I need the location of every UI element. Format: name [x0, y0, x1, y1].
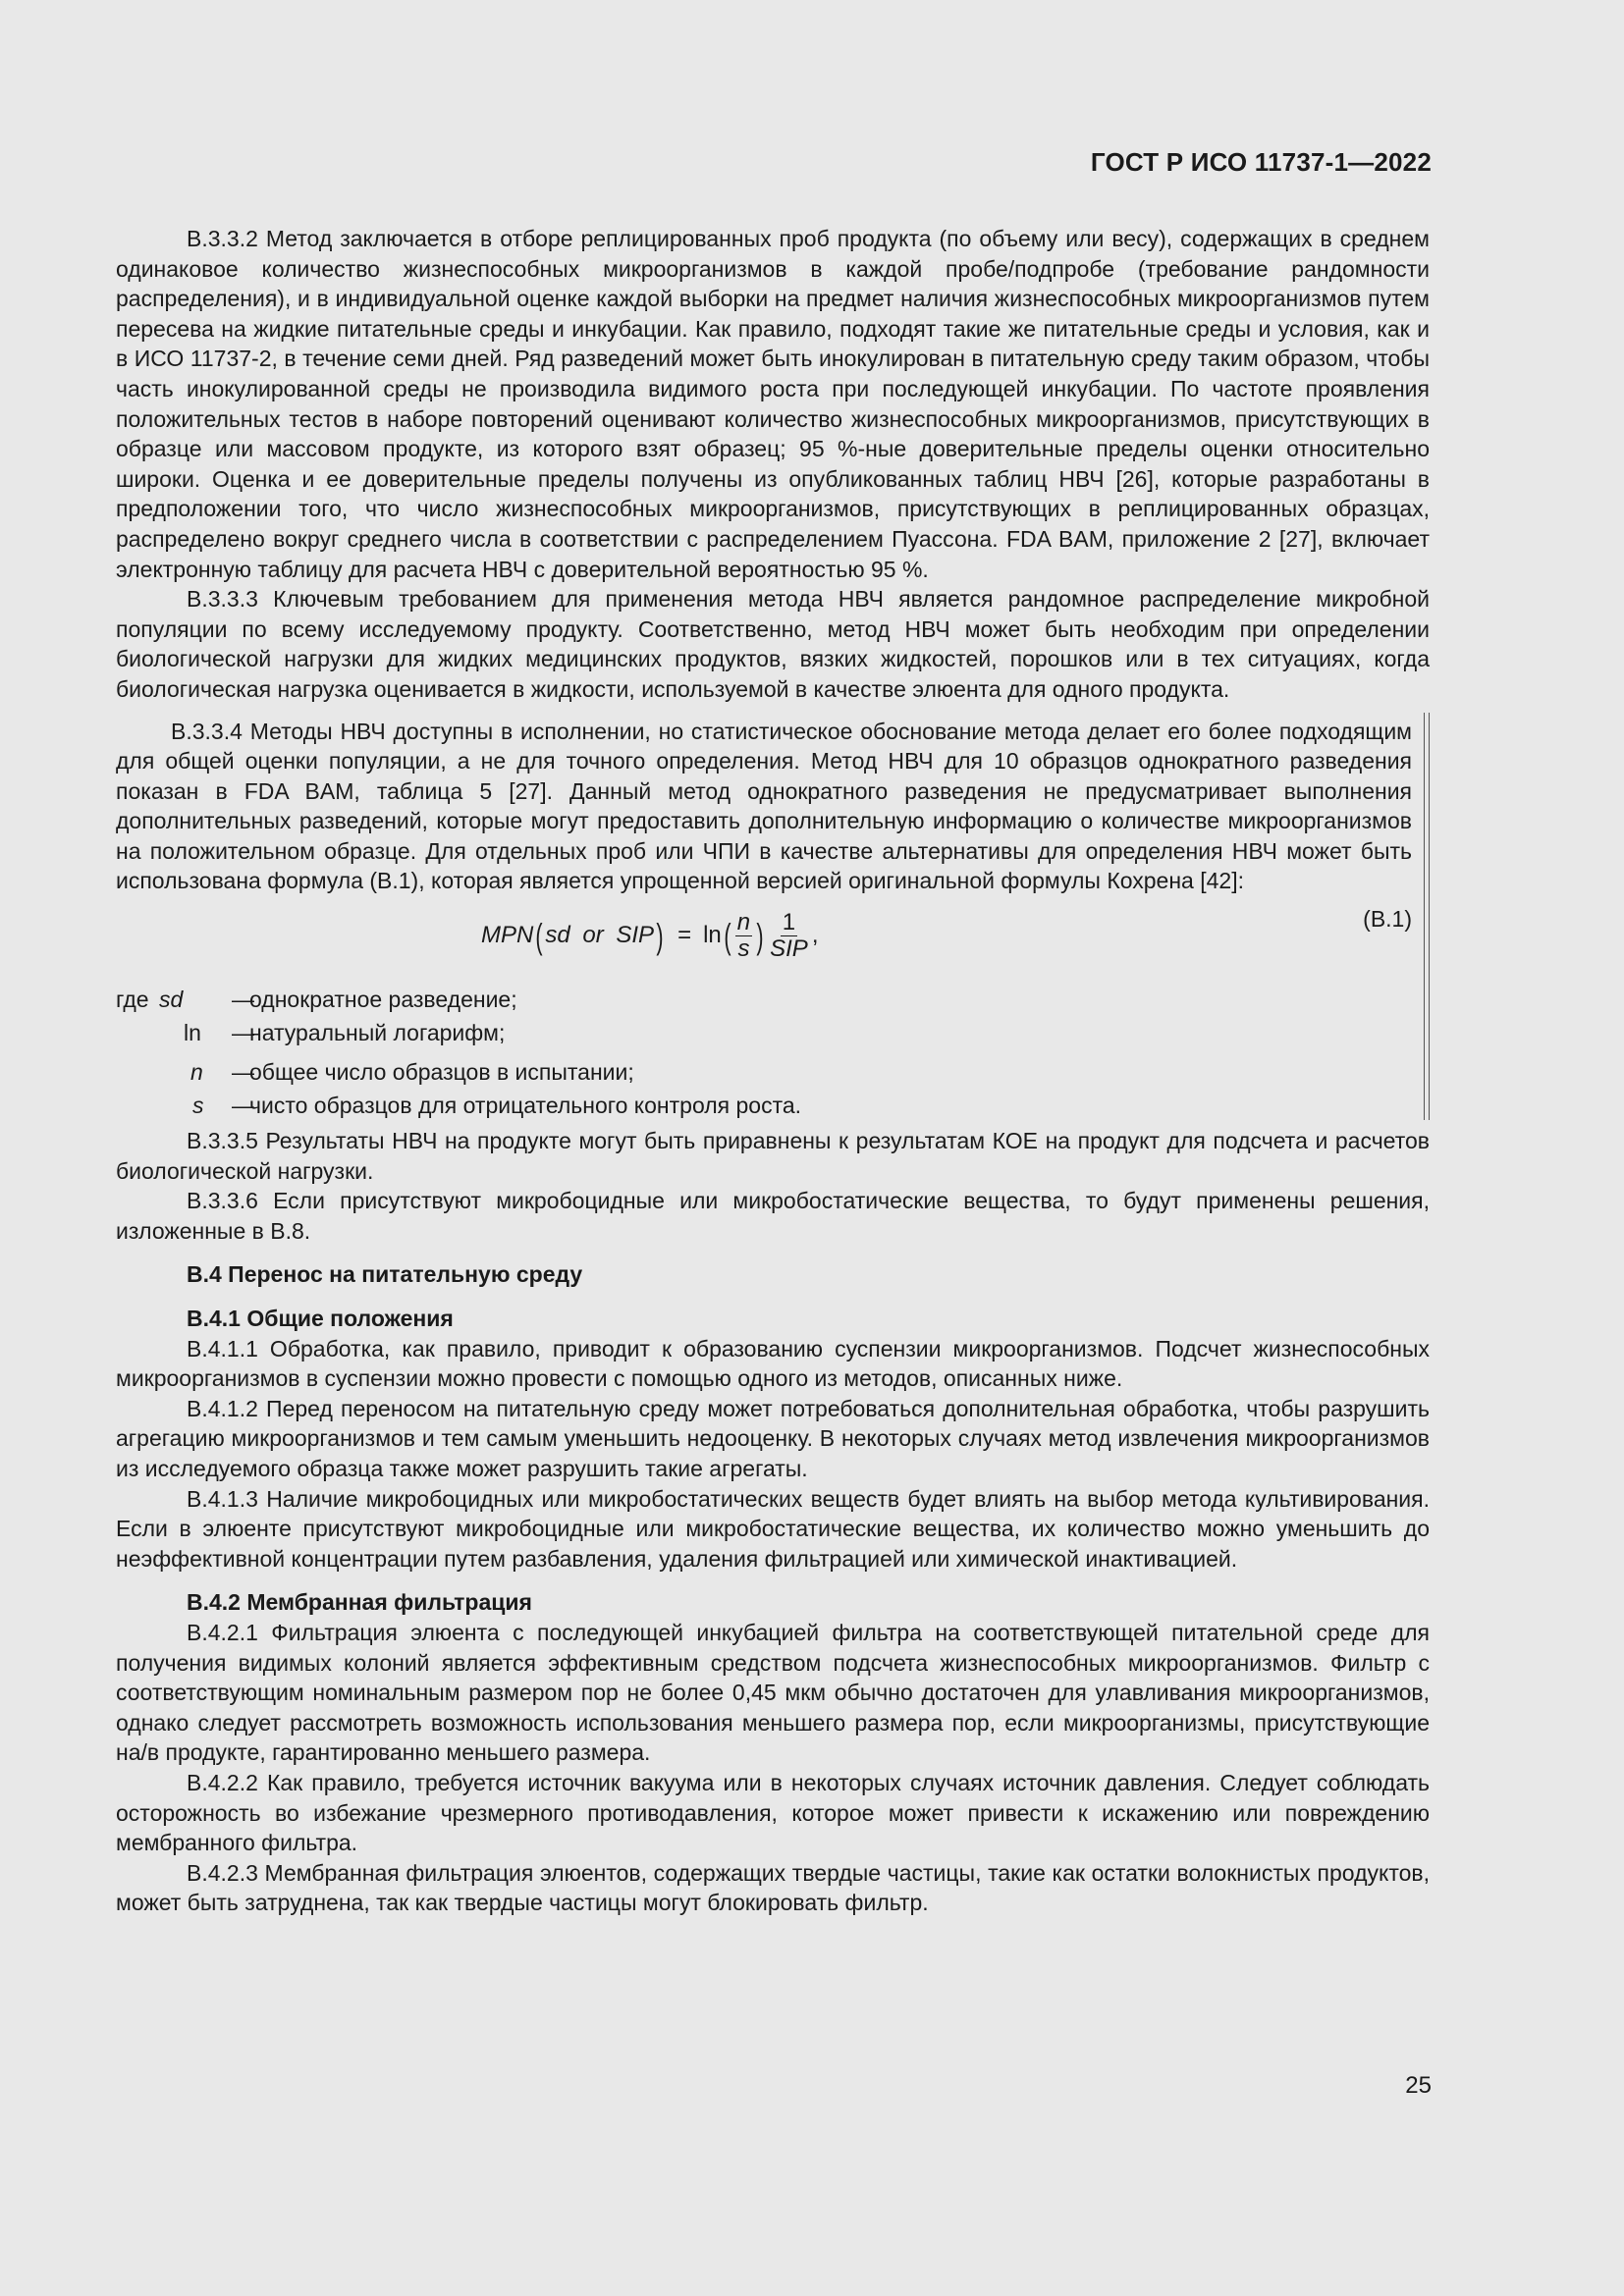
fraction-numerator: n: [736, 909, 751, 936]
definition-row: [116, 985, 1412, 1018]
definition-row: [116, 1018, 1412, 1057]
section-heading-b4: В.4 Перенос на питательную среду: [187, 1261, 583, 1288]
definition-dash: —: [232, 1093, 254, 1119]
definition-symbol: s: [192, 1093, 204, 1119]
definition-dash: —: [232, 1020, 254, 1046]
fraction-denominator: SIP: [770, 935, 808, 963]
formula-expression: [481, 910, 818, 962]
change-marker-bar: [1424, 713, 1430, 1121]
changed-section-b334: [116, 717, 1412, 1125]
definition-text: однократное разведение;: [249, 987, 517, 1013]
formula-equals: =: [677, 922, 692, 949]
paragraph-b422: В.4.2.2 Как правило, требуется источник вакуума или в некоторых случаях источник давления. Следует соблюдать осторожность во избежание чрезмерного противодавления, которое может привести к искажению или повреждению мембранного фильтра.: [116, 1769, 1430, 1856]
formula-definitions: [116, 985, 1412, 1124]
page-content: [116, 224, 1430, 1918]
subsection-heading-b41: В.4.1 Общие положения: [187, 1306, 454, 1332]
paragraph-b412: В.4.1.2 Перед переносом на питательную среду может потребоваться дополнительная обработка, чтобы разрушить агрегацию микроорганизмов и тем самым уменьшить недооценку. В некоторых случаях метод извлечения микроорганизмов из исследуемого образца также может разрушить такие агрегаты.: [116, 1395, 1430, 1481]
paragraph-b332: В.3.3.2 Метод заключается в отборе реплицированных проб продукта (по объему или весу), содержащих в среднем одинаковое количество жизнеспособных микроорганизмов в каждой пробе/подпробе (требование рандомности распределения), и в индивидуальной оценке каждой выборки на предмет наличия жизнеспособных микроорганизмов путем пересева на жидкие питательные среды и инкубации. Как правило, подходят такие же питательные среды и условия, как и в ИСО 11737-2, в течение семи дней. Ряд разведений может быть инокулирован в питательную среду таким образом, чтобы часть инокулированной среды не производила видимого роста при последующей инкубации. По частоте проявления положительных тестов в наборе повторений оценивают количество жизнеспособных микроорганизмов, присутствующих в образце или массовом продукте, из которого взят образец; 95 %-ные доверительные пределы оценки относительно широки. Оценка и ее доверительные пределы получены из опубликованных таблиц НВЧ [26], которые разработаны в предположении того, что число жизнеспособных микроорганизмов, присутствующих в реплицированных образцах, распределено вокруг среднего числа в соответствии с распределением Пуассона. FDA BAM, приложение 2 [27], включает электронную таблицу для расчета НВЧ с доверительной вероятностью 95 %.: [116, 226, 1430, 582]
formula-right-paren: ): [656, 915, 664, 956]
definition-symbol: ln: [184, 1020, 201, 1046]
definition-row: [116, 1091, 1412, 1124]
formula-ln: ln: [703, 922, 722, 949]
formula-trailing-comma: ,: [811, 922, 819, 949]
definition-dash: —: [232, 1059, 254, 1086]
fraction-numerator: 1: [782, 909, 796, 936]
formula-ln-right-paren: ): [756, 915, 764, 956]
subsection-heading-b42: В.4.2 Мембранная фильтрация: [187, 1589, 532, 1616]
definition-where: где: [116, 987, 149, 1013]
document-code-header: ГОСТ Р ИСО 11737-1—2022: [1090, 147, 1432, 177]
definition-symbol: n: [190, 1059, 203, 1086]
definition-text: натуральный логарифм;: [249, 1020, 506, 1046]
formula-lhs-function: MPN: [481, 922, 534, 949]
formula-lhs-argument: sd or SIP: [545, 922, 655, 949]
formula-left-paren: (: [535, 915, 543, 956]
formula-number: (В.1): [1363, 906, 1412, 933]
paragraph-b423: В.4.2.3 Мембранная фильтрация элюентов, содержащих твердые частицы, такие как остатки волокнистых продуктов, может быть затруднена, так как твердые частицы могут блокировать фильтр.: [116, 1859, 1430, 1916]
fraction-denominator: s: [737, 935, 750, 963]
paragraph-b335: В.3.3.5 Результаты НВЧ на продукте могут быть приравнены к результатам КОЕ на продукт для подсчета и расчетов биологической нагрузки.: [116, 1128, 1430, 1184]
paragraph-b336: В.3.3.6 Если присутствуют микробоцидные или микробостатические вещества, то будут применены решения, изложенные в В.8.: [116, 1188, 1430, 1244]
page-number: 25: [1405, 2072, 1432, 2099]
definition-text: общее число образцов в испытании;: [249, 1059, 634, 1086]
definition-dash: —: [232, 987, 254, 1013]
formula-b1: [116, 904, 1412, 981]
paragraph-b411: В.4.1.1 Обработка, как правило, приводит к образованию суспензии микроорганизмов. Подсчет жизнеспособных микроорганизмов в суспензии можно провести с помощью одного из методов, описанных ниже.: [116, 1335, 1430, 1392]
formula-fraction-1-over-sip: [768, 910, 810, 962]
formula-fraction-n-over-s: [735, 910, 752, 962]
paragraph-b413: В.4.1.3 Наличие микробоцидных или микробостатических веществ будет влиять на выбор метода культивирования. Если в элюенте присутствуют микробоцидные или микробостатические вещества, их количество можно уменьшить до неэффективной концентрации путем разбавления, удаления фильтрацией или химической инактивацией.: [116, 1485, 1430, 1572]
definition-text: чисто образцов для отрицательного контроля роста.: [249, 1093, 802, 1119]
formula-ln-left-paren: (: [724, 915, 731, 956]
paragraph-b421: В.4.2.1 Фильтрация элюента с последующей инкубацией фильтра на соответствующей питательной среде для получения видимых колоний является эффективным средством подсчета жизнеспособных микроорганизмов. Фильтр с соответствующим номинальным размером пор не более 0,45 мкм обычно достаточен для улавливания микроорганизмов, однако следует рассмотреть возможность использования меньшего размера пор, если микроорганизмы, присутствующие на/в продукте, гарантированно меньшего размера.: [116, 1619, 1430, 1766]
paragraph-b334: В.3.3.4 Методы НВЧ доступны в исполнении, но статистическое обоснование метода делает его более подходящим для общей оценки популяции, а не для точного определения. Метод НВЧ для 10 образцов однократного разведения показан в FDA BAM, таблица 5 [27]. Данный метод однократного разведения не предусматривает выполнения дополнительных разведений, которые могут предоставить дополнительную информацию о количестве микроорганизмов на положительном образце. Для отдельных проб или ЧПИ в качестве альтернативы для определения НВЧ может быть использована формула (В.1), которая является упрощенной версией оригинальной формулы Кохрена [42]:: [116, 718, 1412, 894]
definition-row: [116, 1057, 1412, 1091]
definition-symbol: sd: [159, 987, 184, 1013]
paragraph-b333: В.3.3.3 Ключевым требованием для применения метода НВЧ является рандомное распределение микробной популяции по всему исследуемому продукту. Соответственно, метод НВЧ может быть необходим при определении биологической нагрузки для жидких медицинских продуктов, вязких жидкостей, порошков или в тех ситуациях, когда биологическая нагрузка оценивается в жидкости, используемой в качестве элюента для одного продукта.: [116, 586, 1430, 702]
